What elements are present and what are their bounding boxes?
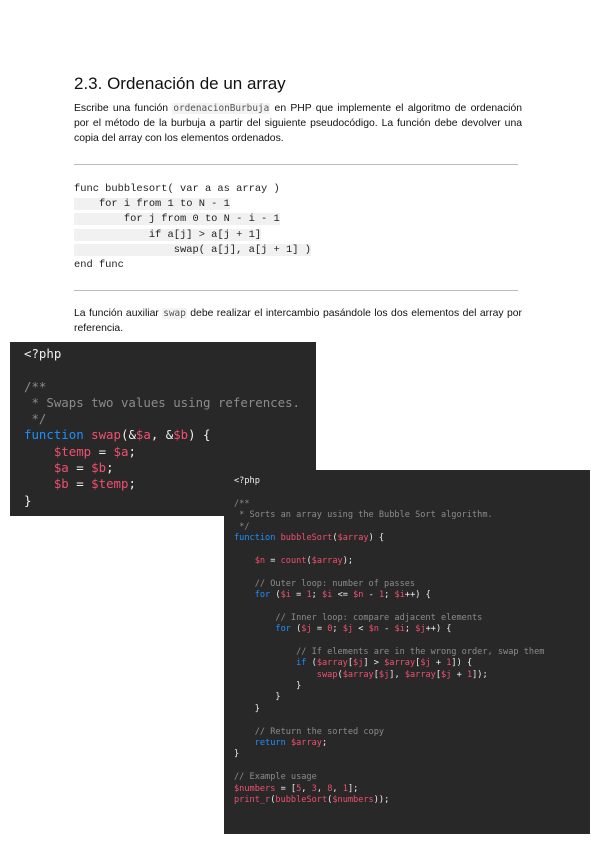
code-token: = [68, 460, 92, 476]
code-token: ( [270, 794, 276, 805]
code-token: // Outer loop: number of passes [234, 578, 416, 589]
code-token: [ [415, 658, 421, 669]
code-token [24, 444, 54, 459]
code-token: $array [342, 669, 374, 680]
pseudocode-line: swap( a[j], a[j + 1] ) [74, 243, 311, 256]
code-token: swap [316, 669, 338, 680]
code-token: ; [332, 624, 343, 635]
code-token: $n [368, 624, 379, 635]
code-line [234, 533, 590, 544]
code-token [234, 658, 296, 668]
code-line [234, 579, 590, 590]
code-token: 0 [327, 624, 333, 635]
code-line [234, 556, 590, 567]
code-line [234, 567, 590, 578]
code-token: (& [120, 427, 136, 443]
code-token: <?php [234, 476, 260, 486]
code-token: */ [24, 411, 47, 427]
code-line [234, 499, 590, 510]
code-token: ]) { [451, 658, 473, 669]
code-token: ; [128, 443, 136, 459]
code-line [234, 624, 590, 635]
code-line [234, 727, 590, 738]
code-token: ( [327, 794, 333, 805]
code-token: $j [378, 669, 390, 680]
code-token: ]); [472, 669, 488, 680]
code-token: $array [311, 555, 343, 566]
code-line [234, 487, 590, 498]
code-token: $j [353, 658, 364, 669]
code-token: /** [24, 378, 47, 394]
code-token: bubbleSort [280, 532, 333, 543]
code-token: 1 [466, 669, 473, 680]
code-line [24, 379, 316, 395]
intro-text-after: en PHP que implemente el algoritmo de ordenación por el método de la burbuja a partir del siguiente pseudocódigo. La función debe devolver una copia del array con los elementos ordenados. [74, 103, 523, 144]
intro-paragraph [74, 101, 522, 146]
code-token: , [301, 783, 312, 794]
pseudocode-block [74, 182, 311, 273]
code-line [24, 427, 316, 443]
code-token: function [234, 532, 281, 543]
code-token: $b [91, 460, 107, 476]
code-token: */ [234, 521, 250, 532]
code-line [234, 704, 590, 715]
code-line [234, 635, 590, 646]
code-token: $i [280, 589, 291, 600]
code-token: 3 [311, 783, 317, 794]
code-token [234, 670, 317, 680]
code-token: - [363, 589, 379, 600]
code-token: )); [373, 794, 390, 805]
code-token: $array [290, 737, 322, 748]
code-token: $array [404, 669, 436, 680]
code-token: return [254, 737, 286, 748]
code-token: < [353, 624, 369, 635]
code-line [234, 784, 590, 795]
code-token: ], [389, 669, 405, 680]
code-line [24, 411, 316, 427]
swap-code: swap [163, 308, 186, 319]
code-token: = [68, 476, 92, 492]
code-token: , & [150, 427, 174, 443]
code-line [234, 681, 590, 692]
code-line [234, 749, 590, 760]
code-token: * Swaps two values using references. [24, 394, 301, 410]
code-token: $a [113, 443, 129, 459]
code-token: ) { [188, 427, 211, 443]
code-token: = [91, 443, 114, 459]
code-token: // If elements are in the wrong order, swap them [234, 646, 545, 657]
code-token: $array [316, 658, 348, 669]
code-token: [ [435, 669, 442, 680]
code-token: 1 [446, 658, 452, 669]
code-token: } [234, 692, 281, 703]
code-token: // Inner loop: compare adjacent elements [234, 612, 483, 623]
pseudocode-line: func bubblesort( var a as array ) [74, 183, 280, 195]
code-token: ); [342, 555, 354, 566]
code-line [234, 715, 590, 726]
code-token: print_r [234, 794, 271, 805]
code-line [234, 613, 590, 624]
code-token: /** [234, 498, 250, 509]
code-token: bubbleSort [275, 794, 328, 805]
code-line [234, 658, 590, 669]
code-token: $i [394, 624, 405, 635]
code-token: ( [306, 555, 312, 566]
divider-bottom [74, 290, 518, 291]
divider-top [74, 164, 518, 165]
code-token: 1 [378, 589, 385, 600]
code-line [234, 692, 590, 703]
code-line [234, 670, 590, 681]
code-token: = [265, 555, 281, 566]
code-token: * Sorts an array using the Bubble Sort algorithm. [234, 510, 493, 521]
code-token: ++) { [404, 589, 431, 600]
code-token: $n [353, 589, 364, 600]
code-token: ; [384, 589, 395, 600]
code-token: $i [322, 589, 333, 600]
code-token: , [316, 783, 328, 794]
code-token: <= [332, 589, 354, 600]
code-token: + [451, 669, 467, 680]
code-token [234, 738, 255, 748]
code-token: $j [420, 658, 431, 669]
code-token: 1 [342, 783, 348, 794]
code-token [24, 460, 54, 475]
bubblesort-code-block [224, 470, 590, 834]
code-line [234, 761, 590, 772]
code-token: ; [404, 624, 416, 635]
code-token: // Example usage [234, 772, 317, 783]
code-token: = [311, 624, 328, 635]
code-token: ; [311, 589, 323, 600]
code-token: $array [337, 532, 369, 543]
code-line [234, 510, 590, 521]
swap-text-before: La función auxiliar [74, 308, 163, 319]
code-token: 1 [306, 589, 312, 600]
code-token: $numbers [332, 794, 374, 805]
swap-paragraph [74, 306, 522, 336]
section-heading: 2.3. Ordenación de un array [74, 74, 286, 93]
code-token: 8 [327, 783, 333, 794]
code-token: $j [415, 624, 426, 635]
pseudocode-line: if a[j] > a[j + 1] [74, 228, 262, 241]
code-token: $temp [91, 476, 129, 492]
code-token: ; [128, 476, 136, 492]
code-line [24, 346, 316, 362]
code-token: $j [441, 669, 452, 680]
code-token: // Return the sorted copy [234, 726, 385, 737]
code-token: swap [91, 427, 121, 443]
code-token: ( [290, 624, 302, 635]
code-token: $temp [53, 443, 92, 459]
code-token: if [296, 658, 307, 669]
code-token: $array [384, 658, 416, 669]
code-token: ++) { [425, 624, 452, 635]
code-token: ( [306, 658, 317, 669]
code-token [24, 476, 54, 491]
code-token: ; [321, 737, 328, 748]
code-token: - [378, 624, 395, 635]
code-token [234, 590, 255, 600]
code-token: $j [301, 624, 312, 635]
code-token: [ [347, 658, 354, 669]
code-token: ]; [347, 783, 359, 794]
code-token: } [24, 492, 32, 508]
code-token: ( [270, 589, 281, 600]
code-token: ; [106, 460, 114, 476]
pseudocode-line: for j from 0 to N - i - 1 [74, 213, 280, 226]
code-token: [ [373, 669, 379, 680]
code-line [24, 444, 316, 460]
code-line [24, 362, 316, 378]
code-line [234, 544, 590, 555]
code-token: } [234, 749, 240, 760]
code-line [234, 590, 590, 601]
code-token: for [275, 624, 291, 635]
code-token: , [332, 783, 343, 794]
code-line [234, 522, 590, 533]
code-token: $i [394, 589, 405, 600]
code-token: function [24, 427, 92, 443]
code-line [234, 795, 590, 806]
code-token: $b [53, 476, 69, 492]
code-token: } [234, 681, 302, 692]
intro-text-before: Escribe una función [74, 103, 173, 114]
code-token [234, 556, 255, 566]
code-token: ( [337, 669, 343, 680]
code-token: count [280, 555, 307, 566]
pseudocode-line: for i from 1 to N - 1 [74, 198, 230, 211]
code-token: ) { [368, 532, 385, 543]
code-token: $n [254, 555, 266, 566]
function-name-code: ordenacionBurbuja [173, 103, 270, 114]
code-token: 5 [296, 783, 302, 794]
code-token: $numbers [234, 783, 276, 794]
code-line [234, 772, 590, 783]
code-token: ] > [363, 658, 385, 669]
code-token [234, 624, 275, 634]
code-line [234, 647, 590, 658]
code-token: + [430, 658, 447, 669]
code-token: $j [342, 624, 354, 635]
code-token: $b [173, 427, 189, 443]
code-token: $a [135, 427, 151, 443]
swap-text-after: debe realizar el intercambio pasándole los dos elementos del array por referencia. [74, 308, 522, 334]
code-token: for [254, 589, 271, 600]
code-line [234, 476, 590, 487]
code-token: = [ [275, 783, 297, 794]
code-token: ( [332, 532, 338, 543]
code-token: } [234, 703, 260, 714]
code-token: $a [53, 460, 69, 476]
code-line [234, 738, 590, 749]
code-token: = [290, 589, 307, 600]
pseudocode-line: end func [74, 259, 124, 272]
code-line [234, 601, 590, 612]
code-line [24, 395, 316, 411]
code-token: <?php [24, 346, 62, 361]
